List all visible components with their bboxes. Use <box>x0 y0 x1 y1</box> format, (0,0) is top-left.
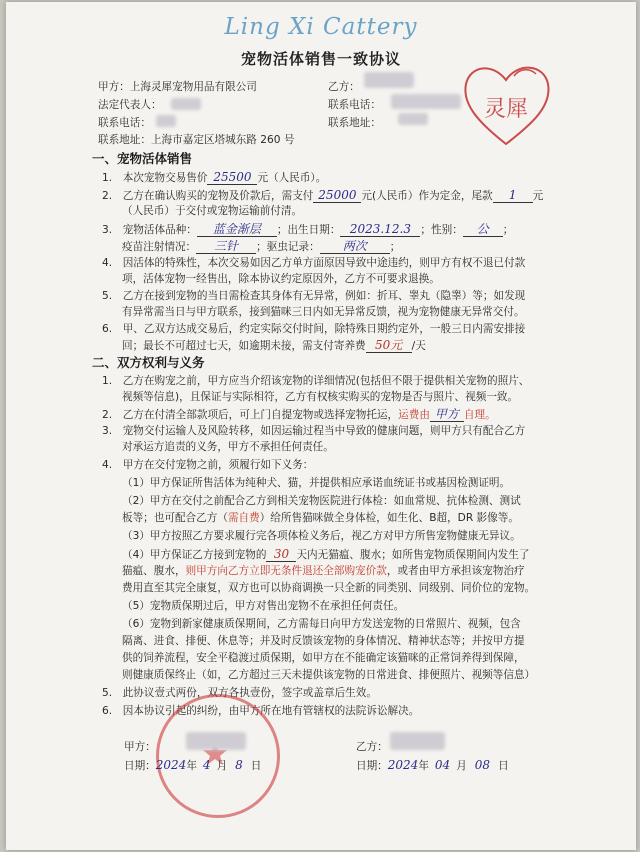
breed-value: 蓝金渐层 <box>197 222 277 237</box>
sub-clause-6d: 则健康质保终止（如，乙方超过三天未提供该宠物的日常进食、排便照片、视频等信息） <box>122 669 536 681</box>
sub-clause-3: （3）甲方按照乙方要求履行完各项体检义务后，视乙方对甲方所售宠物健康无异议。 <box>122 530 521 542</box>
sig-a-date: 日期：2024年 4 月 8 日 <box>124 758 262 772</box>
boarding-fee-value: 50元 <box>366 338 412 353</box>
sub-clause-2a: （2）甲方在交付之前配合乙方到相关宠物医院进行体检：如血常规、抗体检测、测试 <box>122 495 521 507</box>
shipping-payer: 甲方 <box>430 407 464 422</box>
lingxi-logo <box>458 54 554 150</box>
sub-clause-4b: 猫瘟、腹水，则甲方向乙方立即无条件退还全部购宠价款，或者由甲方承担该宠物治疗 <box>122 565 525 577</box>
sub-clause-6c: 供的饲养流程，安全平稳渡过质保期，如甲方在不能确定该猫咪的正常饲养得到保障， <box>122 652 525 664</box>
clause-1-2-cont: （人民币）于交付或宠物运输前付清。 <box>122 205 303 217</box>
clause-1-6a: 6. 甲、乙双方达成交易后，约定实际交付时间，除特殊日期约定外，一般三日内需安排接 <box>102 323 526 335</box>
dob-value: 2023.12.3 <box>340 222 420 237</box>
sub-clause-2b: 板等；也可配合乙方（需自费）给所售猫咪做全身体检，如生化、B超，DR 影像等。 <box>122 512 519 524</box>
clause-1-3-cont: 疫苗注射情况： 三针 ；驱虫记录： 两次 ； <box>122 239 401 253</box>
clause-1-4b: 项，活体宠物一经售出，除本协议约定原因外，乙方不可要求退换。 <box>122 273 440 285</box>
vaccine-value: 三针 <box>196 239 256 254</box>
section-2-heading: 二、双方权利与义务 <box>92 355 205 370</box>
clause-2-1b: 视频等信息)，且保证与实际相符，乙方有权核实购买的宠物是否与照片、视频一致。 <box>122 391 519 403</box>
sig-a-day: 8 <box>235 758 243 772</box>
sub-clause-6a: （6）宠物到新家健康质保期间，乙方需每日向甲方发送宠物的日常照片、视频，包含 <box>122 618 521 630</box>
brand-header: Ling Xi Cattery <box>224 14 418 40</box>
logo-text: 灵犀 <box>483 97 529 122</box>
clause-2-4: 4. 甲方在交付宠物之前，须履行如下义务： <box>102 459 314 471</box>
sex-value: 公 <box>463 222 503 237</box>
document-title: 宠物活体销售一致协议 <box>240 50 401 68</box>
balance-value: 1 <box>493 188 533 203</box>
deposit-value: 25000 <box>313 188 361 203</box>
sub-clause-1: （1）甲方保证所售活体为纯种犬、猫，并提供相应承诺血统证书或基因检测证明。 <box>122 477 511 489</box>
clause-1-2: 2. 乙方在确认购买的宠物及价款后，需支付 25000 元(人民币）作为定金，尾款 1 元 <box>102 188 544 202</box>
sig-b-month: 04 <box>434 758 451 772</box>
clause-2-1a: 1. 乙方在购宠之前，甲方应当介绍该宠物的详细情况(包括但不限于提供相关宠物的照片、 <box>102 375 530 387</box>
sub-clause-5: （5）宠物质保期过后，甲方对售出宠物不在承担任何责任。 <box>122 600 405 612</box>
sig-a-year: 2024 <box>155 758 187 772</box>
clause-2-2: 2. 乙方在付清全部款项后，可上门自提宠物或选择宠物托运，运费由 甲方 自理。 <box>102 407 496 421</box>
clause-2-5: 5. 此协议壹式两份，双方各执壹份，签字或盖章后生效。 <box>102 687 377 699</box>
sub-clause-6b: 隔离、进食、排便、休息等；并及时反馈该宠物的身体情况、精神状态等；并按甲方提 <box>122 635 525 647</box>
agreement-paper <box>6 2 636 850</box>
party-b-address-label: 联系地址： <box>328 117 381 129</box>
party-a-address: 联系地址：上海市嘉定区塔城东路 260 号 <box>98 134 295 146</box>
clause-1-1: 1. 本次宠物交易售价 25500 元（人民币）。 <box>102 170 327 184</box>
clause-2-3b: 对承运方追责的义务，甲方不承担任何责任。 <box>122 441 334 453</box>
clause-2-3a: 3. 宠物交付运输人及风险转移，如因运输过程当中导致的健康问题，则甲方只有配合乙方 <box>102 425 526 437</box>
clause-1-3: 3. 宠物活体品种： 蓝金渐层 ；出生日期： 2023.12.3 ；性别： 公 ； <box>102 222 514 236</box>
sub-clause-4c: 费用直至其完全康复，双方也可以协商调换一只全新的同类别、同级别、同价位的宠物。 <box>122 582 536 594</box>
clause-1-6b: 回；最长不可超过七天，如逾期未接，需支付寄养费 50元 /天 <box>122 338 426 352</box>
clause-1-5a: 5. 乙方在接到宠物的当日需检查其身体有无异常，例如：折耳、睾丸（隐睾）等；如发现 <box>102 290 526 302</box>
sig-b-day: 08 <box>474 758 491 772</box>
clause-2-6: 6. 因本协议引起的纠纷，由甲方所在地有管辖权的法院诉讼解决。 <box>102 705 420 717</box>
sig-b-year: 2024 <box>387 758 419 772</box>
clause-1-5b: 有异常需当日与甲方联系，接到猫咪三日内如无异常反馈，视为宠物健康无异常交付。 <box>122 306 525 318</box>
deworm-value: 两次 <box>320 239 390 254</box>
sig-b-date: 日期：2024年 04 月 08 日 <box>356 758 509 772</box>
party-a-name: 甲方：上海灵犀宠物用品有限公司 <box>98 81 257 93</box>
warranty-days: 30 <box>266 547 296 562</box>
party-b-phone-label: 联系电话： <box>328 99 381 111</box>
party-a-phone-label: 联系电话： <box>98 117 151 129</box>
party-a-rep-label: 法定代表人： <box>98 99 162 111</box>
clause-1-4a: 4. 因活体的特殊性，本次交易如因乙方单方面原因导致中途违约，则甲方有权不退已付款 <box>102 257 526 269</box>
price-value: 25500 <box>207 170 257 185</box>
sig-a-label: 甲方： <box>124 741 156 753</box>
sig-a-month: 4 <box>202 758 211 772</box>
party-b-name-label: 乙方： <box>328 81 360 93</box>
sig-b-label: 乙方： <box>356 741 388 753</box>
sub-clause-4: （4）甲方保证乙方接到宠物的 30 天内无猫瘟、腹水；如所售宠物质保期间内发生了 <box>122 547 530 561</box>
section-1-heading: 一、宠物活体销售 <box>92 151 193 166</box>
